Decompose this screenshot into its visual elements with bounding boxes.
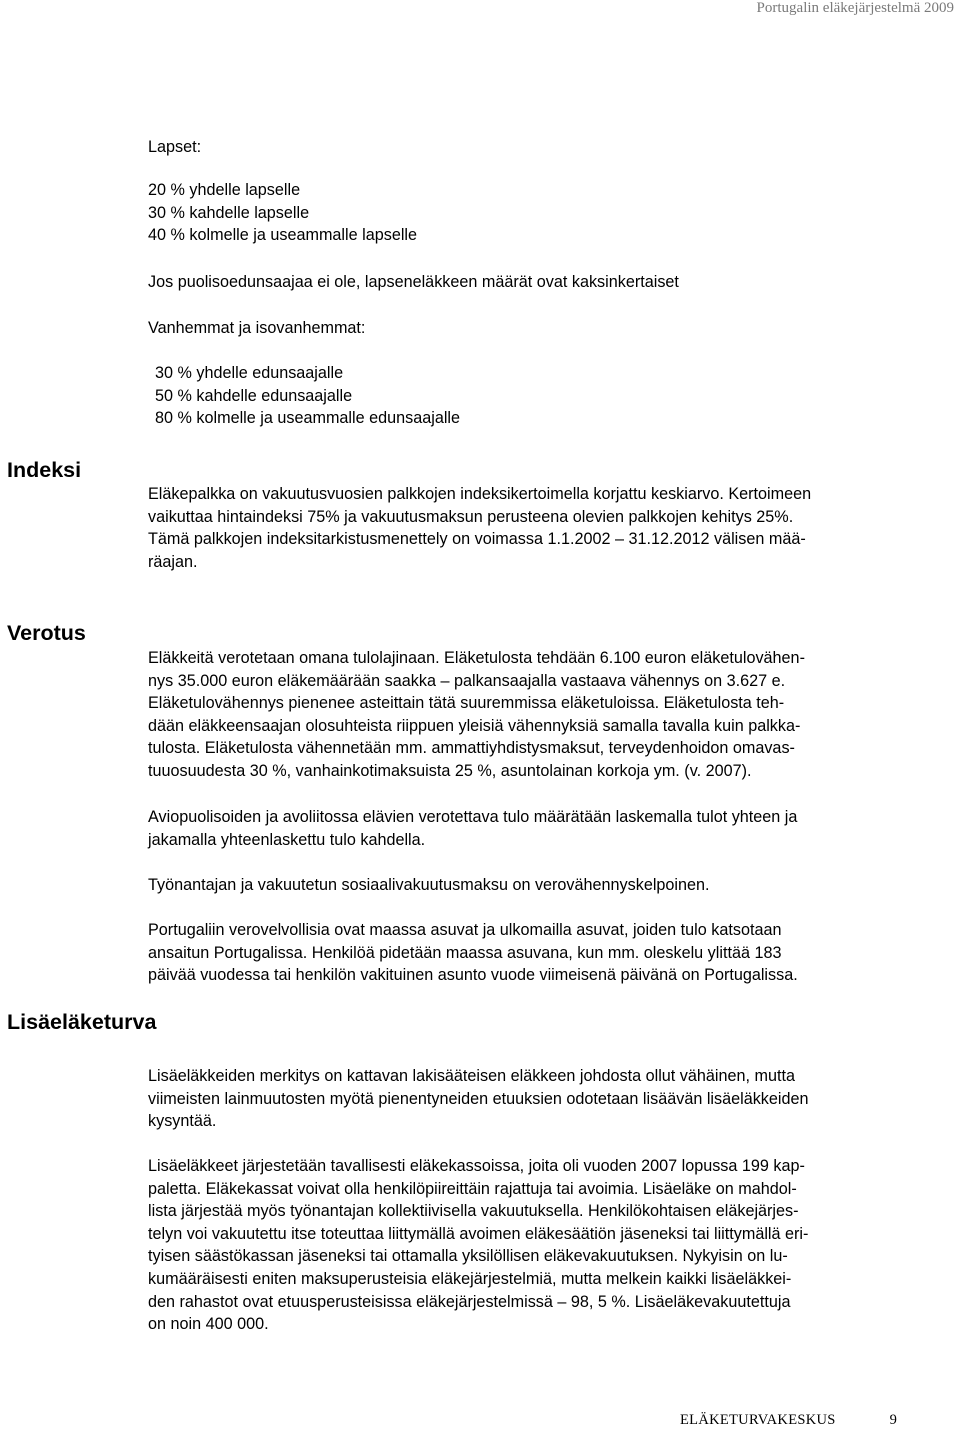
text-line: Lisäeläkkeet järjestetään tavallisesti eläkekassoissa, joita oli vuoden 2007 lopussa 199 kap- [148,1157,805,1175]
footer-org: ELÄKETURVAKESKUS [680,1412,836,1428]
running-header: Portugalin eläkejärjestelmä 2009 [756,0,954,16]
text-line: ansaitun Portugalissa. Henkilöä pidetään maassa asuvana, kun mm. oleskelu ylittää 183 [148,943,782,962]
text-line: on noin 400 000. [148,1315,269,1334]
text-line: räajan. [148,552,198,571]
text-line: den rahastot ovat etuusperusteisissa eläkejärjestelmissä – 98, 5 %. Lisäeläkevakuutettuja [148,1292,791,1311]
children-note: Jos puolisoedunsaajaa ei ole, lapseneläkkeen määrät ovat kaksinkertaiset [148,273,679,291]
text-line: kumääräisesti eniten maksuperusteisia eläkejärjestelmiä, mutta melkein kaikki lisäeläkkei- [148,1269,792,1288]
verotus-paragraph-1 [148,647,954,783]
text-line: jakamalla yhteenlaskettu tulo kahdella. [148,830,426,849]
section-heading-indeksi: Indeksi [7,458,82,482]
text-line: Eläketulovähennys pienenee asteittain tätä suuremmissa eläketuloissa. Eläketulosta teh- [148,694,785,713]
text-line: Portugaliin verovelvollisia ovat maassa asuvat ja ulkomailla asuvat, joiden tulo katsotaan [148,921,782,939]
list-item: 30 % kahdelle lapselle [148,203,310,222]
section-heading-lisaelaketurva: Lisäeläketurva [7,1010,157,1034]
section-heading-verotus: Verotus [7,621,86,645]
text-line: viimeisten lainmuutosten myötä pienentyneiden etuuksien odotetaan lisäävän lisäeläkkeiden [148,1089,809,1108]
text-line: Eläkkeitä verotetaan omana tulolajinaan. Eläketulosta tehdään 6.100 euron eläketulovähen- [148,649,805,667]
text-line: Lisäeläkkeiden merkitys on kattavan lakisääteisen eläkkeen johdosta ollut vähäinen, mutta [148,1067,795,1085]
text-line: paletta. Eläkekassat voivat olla henkilöpiireittäin rajattuja tai avoimia. Lisäeläke on mahdol- [148,1179,797,1198]
list-item: 40 % kolmelle ja useammalle lapselle [148,226,418,245]
verotus-paragraph-2 [148,806,954,851]
text-line: päivää vuodessa tai henkilön vakituinen asunto vuode viimeisenä päivänä on Portugalissa. [148,966,798,985]
text-line: kysyntää. [148,1112,217,1131]
text-line: vaikuttaa hintaindeksi 75% ja vakuutusmaksun perusteena olevien palkkojen kehitys 25%. [148,507,794,526]
text-line: Tämä palkkojen indeksitarkistusmenettely on voimassa 1.1.2002 – 31.12.2012 välisen mää- [148,530,806,549]
text-line: Aviopuolisoiden ja avoliitossa elävien verotettava tulo määrätään laskemalla tulot yhteen ja [148,808,798,826]
lisa-paragraph-1 [148,1065,954,1133]
list-item: 30 % yhdelle edunsaajalle [155,364,344,382]
text-line: dään eläkkeensaajan olosuhteista riippuen yleisiä vähennyksiä samalla tavalla kuin palkka- [148,716,801,735]
page-footer [680,1412,897,1429]
verotus-paragraph-3 [148,874,954,897]
lisa-paragraph-2 [148,1155,954,1336]
verotus-paragraph-4 [148,919,954,987]
parents-title: Vanhemmat ja isovanhemmat: [148,319,366,337]
text-line: lista järjestää myös työnantajan kollektiivisella vakuutuksella. Henkilökohtaisen eläkejärjes- [148,1202,799,1221]
list-item: 80 % kolmelle ja useammalle edunsaajalle [155,409,461,428]
indeksi-paragraph [148,483,954,573]
text-line: Työnantajan ja vakuutetun sosiaalivakuutusmaksu on verovähennyskelpoinen. [148,876,710,894]
list-item: 50 % kahdelle edunsaajalle [155,386,353,405]
list-item: 20 % yhdelle lapselle [148,181,301,199]
text-line: tuuosuudesta 30 %, vanhainkotimaksuista 25 %, asuntolainan korkoja ym. (v. 2007). [148,761,752,780]
page-number: 9 [889,1412,898,1428]
text-line: telyn voi vakuutettu itse toteuttaa liittymällä avoimen eläkesäätiön jäseneksi tai liittymällä eri- [148,1224,809,1243]
text-line: nys 35.000 euron eläkemäärään saakka – palkansaajalla vastaava vähennys on 3.627 e. [148,671,786,690]
parents-rates [155,362,460,430]
text-line: Eläkepalkka on vakuutusvuosien palkkojen indeksikertoimella korjattu keskiarvo. Kertoimeen [148,485,812,503]
children-rates [148,179,417,247]
children-title: Lapset: [148,138,202,156]
text-line: tulosta. Eläketulosta vähennetään mm. ammattiyhdistysmaksut, terveydenhoidon omavas- [148,739,795,758]
text-line: tyisen säästökassan jäseneksi tai ottamalla yksilöllisen eläkevakuutuksen. Nykyisin on lu- [148,1247,788,1266]
